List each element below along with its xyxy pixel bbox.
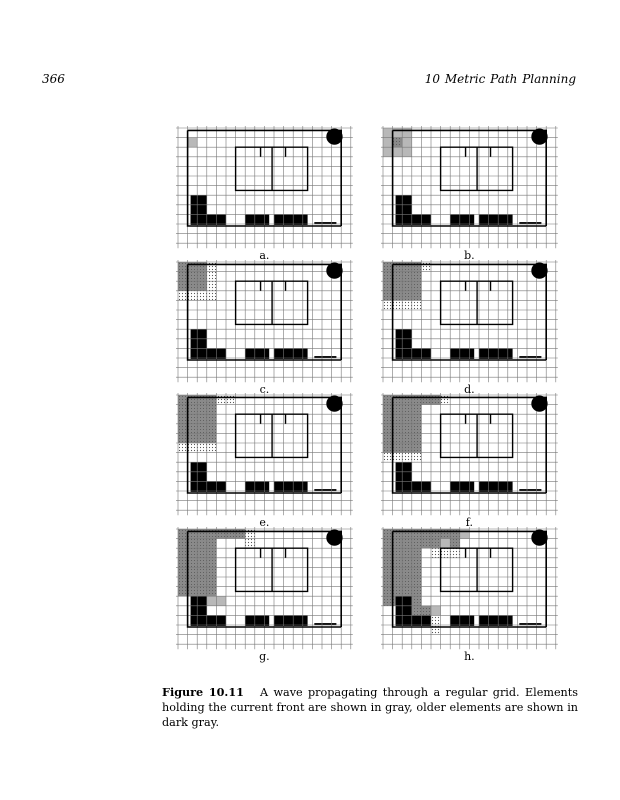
old-wave-cell <box>412 395 422 405</box>
old-wave-cell <box>383 414 393 424</box>
front-wave-cell <box>393 147 403 157</box>
next-wave-cell <box>245 539 255 549</box>
old-wave-cell <box>383 395 393 405</box>
old-wave-cell <box>421 529 431 539</box>
old-wave-cell <box>207 577 217 587</box>
old-wave-cell <box>207 433 217 443</box>
next-wave-cell <box>226 395 236 405</box>
goal-marker <box>531 395 547 411</box>
grid-panel <box>381 527 558 663</box>
old-wave-cell <box>226 529 236 539</box>
front-wave-cell <box>207 596 217 606</box>
goal-marker <box>326 529 342 545</box>
next-wave-cell <box>207 281 217 291</box>
next-wave-cell <box>402 453 412 463</box>
old-wave-cell <box>393 539 403 549</box>
old-wave-cell <box>421 539 431 549</box>
next-wave-cell <box>431 615 441 625</box>
old-wave-cell <box>402 558 412 568</box>
old-wave-cell <box>393 424 403 434</box>
old-wave-cell <box>402 424 412 434</box>
old-wave-cell <box>197 587 207 597</box>
old-wave-cell <box>383 539 393 549</box>
old-wave-cell <box>393 558 403 568</box>
old-wave-cell <box>412 558 422 568</box>
old-wave-cell <box>383 558 393 568</box>
old-wave-cell <box>393 281 403 291</box>
old-wave-cell <box>412 262 422 272</box>
grid-panel <box>176 527 353 663</box>
old-wave-cell <box>412 433 422 443</box>
running-head: 10 Metric Path Planning <box>424 72 576 86</box>
old-wave-cell <box>188 529 198 539</box>
old-wave-cell <box>383 433 393 443</box>
old-wave-cell <box>412 272 422 282</box>
grid-panel <box>176 126 353 262</box>
old-wave-cell <box>393 443 403 453</box>
next-wave-cell <box>383 453 393 463</box>
old-wave-cell <box>207 558 217 568</box>
front-wave-cell <box>383 128 393 138</box>
old-wave-cell <box>178 567 188 577</box>
next-wave-cell <box>178 291 188 301</box>
grid-panel <box>381 126 558 262</box>
old-wave-cell <box>402 281 412 291</box>
old-wave-cell <box>207 395 217 405</box>
obstacle-l-base <box>396 348 431 359</box>
next-wave-cell <box>188 443 198 453</box>
page-number: 366 <box>42 72 65 86</box>
obstacle-block-small <box>450 214 474 225</box>
old-wave-cell <box>197 577 207 587</box>
front-wave-cell <box>383 147 393 157</box>
old-wave-cell <box>178 433 188 443</box>
front-wave-cell <box>216 596 226 606</box>
next-wave-cell <box>412 300 422 310</box>
old-wave-cell <box>412 443 422 453</box>
next-wave-cell <box>412 453 422 463</box>
old-wave-cell <box>383 529 393 539</box>
obstacle-block-small <box>450 348 474 359</box>
next-wave-cell <box>450 548 460 558</box>
old-wave-cell <box>197 272 207 282</box>
old-wave-cell <box>197 424 207 434</box>
old-wave-cell <box>402 395 412 405</box>
next-wave-cell <box>402 300 412 310</box>
old-wave-cell <box>197 262 207 272</box>
next-wave-cell <box>197 443 207 453</box>
old-wave-cell <box>402 548 412 558</box>
front-wave-cell <box>402 147 412 157</box>
next-wave-cell <box>441 395 451 405</box>
grid-panel <box>381 260 558 396</box>
old-wave-cell <box>383 262 393 272</box>
panel-label: f. <box>465 516 473 530</box>
panel-label: g. <box>259 650 270 664</box>
next-wave-cell <box>393 300 403 310</box>
obstacle-l-base <box>396 214 431 225</box>
old-wave-cell <box>393 433 403 443</box>
obstacle-l-base <box>191 214 226 225</box>
old-wave-cell <box>412 606 422 616</box>
panel-label: d. <box>464 383 475 397</box>
next-wave-cell <box>207 291 217 301</box>
old-wave-cell <box>383 587 393 597</box>
old-wave-cell <box>402 291 412 301</box>
next-wave-cell <box>421 262 431 272</box>
front-wave-cell <box>383 138 393 148</box>
old-wave-cell <box>188 414 198 424</box>
panel-label: e. <box>259 516 270 530</box>
old-wave-cell <box>383 548 393 558</box>
old-wave-cell <box>383 596 393 606</box>
goal-marker <box>326 262 342 278</box>
old-wave-cell <box>178 548 188 558</box>
old-wave-cell <box>412 596 422 606</box>
old-wave-cell <box>197 539 207 549</box>
old-wave-cell <box>178 272 188 282</box>
figure-caption <box>162 685 578 730</box>
old-wave-cell <box>178 281 188 291</box>
old-wave-cell <box>188 577 198 587</box>
old-wave-cell <box>188 281 198 291</box>
obstacle-l-base <box>396 481 431 492</box>
old-wave-cell <box>216 529 226 539</box>
old-wave-cell <box>393 272 403 282</box>
old-wave-cell <box>393 548 403 558</box>
old-wave-cell <box>393 567 403 577</box>
old-wave-cell <box>412 548 422 558</box>
old-wave-cell <box>207 548 217 558</box>
old-wave-cell <box>207 539 217 549</box>
old-wave-cell <box>188 424 198 434</box>
front-wave-cell <box>441 539 451 549</box>
old-wave-cell <box>412 567 422 577</box>
old-wave-cell <box>207 529 217 539</box>
front-wave-cell <box>393 128 403 138</box>
room-walls <box>441 147 513 190</box>
old-wave-cell <box>412 529 422 539</box>
old-wave-cell <box>383 443 393 453</box>
old-wave-cell <box>393 414 403 424</box>
old-wave-cell <box>431 395 441 405</box>
old-wave-cell <box>412 405 422 415</box>
old-wave-cell <box>207 414 217 424</box>
old-wave-cell <box>450 539 460 549</box>
old-wave-cell <box>402 443 412 453</box>
old-wave-cell <box>441 529 451 539</box>
old-wave-cell <box>188 395 198 405</box>
next-wave-cell <box>383 300 393 310</box>
front-wave-cell <box>431 606 441 616</box>
panel-label: a. <box>259 249 270 263</box>
next-wave-cell <box>207 443 217 453</box>
old-wave-cell <box>383 567 393 577</box>
old-wave-cell <box>412 281 422 291</box>
panel-label: c. <box>259 383 270 397</box>
room-walls <box>236 414 308 457</box>
old-wave-cell <box>383 272 393 282</box>
old-wave-cell <box>197 433 207 443</box>
old-wave-cell <box>188 433 198 443</box>
front-wave-cell <box>402 128 412 138</box>
obstacle-l-base <box>191 348 226 359</box>
old-wave-cell <box>402 262 412 272</box>
old-wave-cell <box>393 138 403 148</box>
old-wave-cell <box>421 395 431 405</box>
next-wave-cell <box>207 272 217 282</box>
next-wave-cell <box>441 548 451 558</box>
room-walls <box>236 281 308 324</box>
old-wave-cell <box>402 567 412 577</box>
old-wave-cell <box>393 291 403 301</box>
old-wave-cell <box>188 405 198 415</box>
old-wave-cell <box>207 587 217 597</box>
old-wave-cell <box>207 405 217 415</box>
old-wave-cell <box>412 577 422 587</box>
obstacle-block-small <box>245 615 269 626</box>
room-walls <box>236 548 308 591</box>
old-wave-cell <box>197 281 207 291</box>
caption-label: Figure 10.11 <box>162 685 244 699</box>
next-wave-cell <box>178 443 188 453</box>
old-wave-cell <box>393 405 403 415</box>
old-wave-cell <box>178 262 188 272</box>
next-wave-cell <box>216 395 226 405</box>
grid-panel <box>176 260 353 396</box>
front-wave-cell <box>460 529 470 539</box>
old-wave-cell <box>207 567 217 577</box>
old-wave-cell <box>178 529 188 539</box>
old-wave-cell <box>412 539 422 549</box>
old-wave-cell <box>178 558 188 568</box>
old-wave-cell <box>383 577 393 587</box>
old-wave-cell <box>178 395 188 405</box>
obstacle-block-small <box>245 481 269 492</box>
old-wave-cell <box>188 262 198 272</box>
next-wave-cell <box>188 291 198 301</box>
obstacle-block-small <box>245 214 269 225</box>
old-wave-cell <box>431 529 441 539</box>
goal-marker <box>531 262 547 278</box>
old-wave-cell <box>412 424 422 434</box>
room-walls <box>441 281 513 324</box>
old-wave-cell <box>393 587 403 597</box>
old-wave-cell <box>393 577 403 587</box>
old-wave-cell <box>178 414 188 424</box>
old-wave-cell <box>197 414 207 424</box>
next-wave-cell <box>207 262 217 272</box>
old-wave-cell <box>383 424 393 434</box>
old-wave-cell <box>178 587 188 597</box>
old-wave-cell <box>197 548 207 558</box>
obstacle-l-base <box>191 615 226 626</box>
old-wave-cell <box>197 558 207 568</box>
obstacle-l-base <box>396 615 431 626</box>
old-wave-cell <box>178 424 188 434</box>
old-wave-cell <box>178 539 188 549</box>
front-wave-cell <box>188 138 198 148</box>
old-wave-cell <box>402 529 412 539</box>
goal-marker <box>531 128 547 144</box>
old-wave-cell <box>402 272 412 282</box>
old-wave-cell <box>188 567 198 577</box>
old-wave-cell <box>412 587 422 597</box>
next-wave-cell <box>431 548 441 558</box>
next-wave-cell <box>197 291 207 301</box>
old-wave-cell <box>236 529 246 539</box>
room-walls <box>236 147 308 190</box>
old-wave-cell <box>393 262 403 272</box>
grid-panel <box>176 393 353 529</box>
old-wave-cell <box>197 395 207 405</box>
old-wave-cell <box>421 606 431 616</box>
old-wave-cell <box>207 424 217 434</box>
obstacle-l-base <box>191 481 226 492</box>
panel-label: b. <box>464 249 475 263</box>
panel-label: h. <box>464 650 475 664</box>
old-wave-cell <box>188 548 198 558</box>
front-wave-cell <box>402 138 412 148</box>
room-walls <box>441 414 513 457</box>
old-wave-cell <box>393 395 403 405</box>
old-wave-cell <box>450 529 460 539</box>
goal-marker <box>326 395 342 411</box>
old-wave-cell <box>197 567 207 577</box>
old-wave-cell <box>383 291 393 301</box>
old-wave-cell <box>412 291 422 301</box>
old-wave-cell <box>431 539 441 549</box>
old-wave-cell <box>178 405 188 415</box>
goal-marker <box>531 529 547 545</box>
old-wave-cell <box>188 558 198 568</box>
old-wave-cell <box>402 587 412 597</box>
old-wave-cell <box>383 405 393 415</box>
old-wave-cell <box>402 577 412 587</box>
old-wave-cell <box>188 587 198 597</box>
old-wave-cell <box>402 433 412 443</box>
old-wave-cell <box>393 529 403 539</box>
obstacle-block-small <box>450 615 474 626</box>
next-wave-cell <box>245 529 255 539</box>
old-wave-cell <box>188 272 198 282</box>
obstacle-block-small <box>245 348 269 359</box>
old-wave-cell <box>412 414 422 424</box>
old-wave-cell <box>402 539 412 549</box>
old-wave-cell <box>188 539 198 549</box>
goal-marker <box>326 128 342 144</box>
obstacle-block-small <box>450 481 474 492</box>
grid-panel <box>381 393 558 529</box>
old-wave-cell <box>402 414 412 424</box>
next-wave-cell <box>393 453 403 463</box>
old-wave-cell <box>402 405 412 415</box>
old-wave-cell <box>383 281 393 291</box>
caption-text: A wave propagating through a regular grid. Elements holding the current front are shown in gray, older elements are shown in dark gray. <box>162 686 579 729</box>
old-wave-cell <box>178 577 188 587</box>
old-wave-cell <box>197 529 207 539</box>
old-wave-cell <box>197 405 207 415</box>
